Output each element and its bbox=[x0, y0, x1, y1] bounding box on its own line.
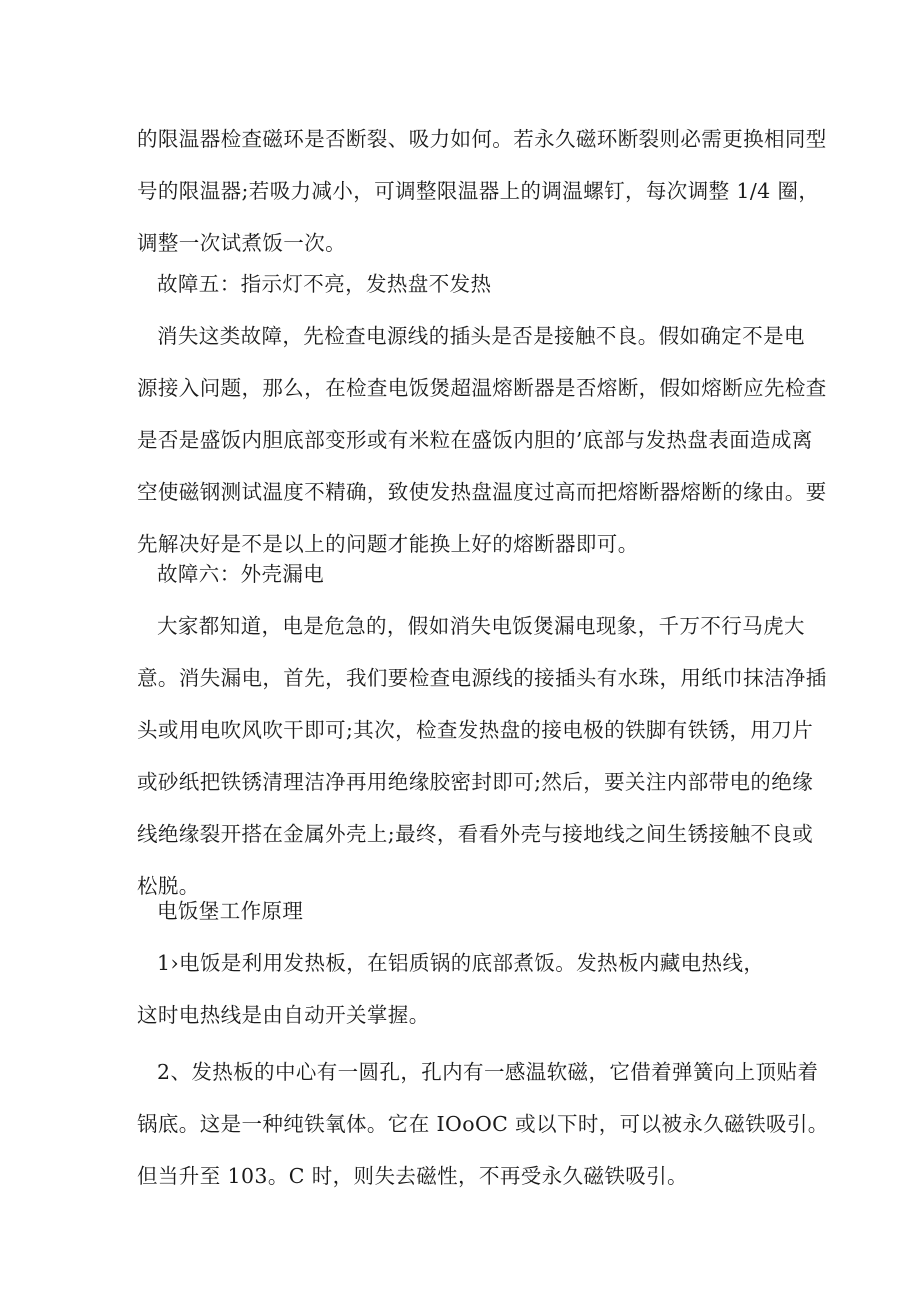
text-line: 大家都知道，电是危急的，假如消失电饭煲漏电现象，千万不行马虎大 bbox=[157, 614, 805, 638]
text-line: 意。消失漏电，首先，我们要检查电源线的接插头有水珠，用纸巾抹洁净插 bbox=[137, 666, 827, 690]
section-heading: 故障五：指示灯不亮，发热盘不发热 bbox=[157, 272, 492, 296]
paragraph-fault-5 bbox=[137, 310, 827, 570]
text-line: 的限温器检查磁环是否断裂、吸力如何。若永久磁环断裂则必需更换相同型 bbox=[137, 127, 827, 151]
text-line: 调整一次试煮饭一次。 bbox=[137, 231, 346, 255]
heading-fault-5 bbox=[137, 258, 797, 310]
text-line: 号的限温器;若吸力减小，可调整限温器上的调温螺钉，每次调整 1/4 圈， bbox=[137, 179, 820, 203]
heading-fault-6 bbox=[137, 548, 797, 600]
paragraph-fault-6 bbox=[137, 600, 827, 912]
text-line: 是否是盛饭内胆底部变形或有米粒在盛饭内胆的’底部与发热盘表面造成离 bbox=[137, 428, 813, 452]
text-line: 1›电饭是利用发热板，在铝质锅的底部煮饭。发热板内藏电热线， bbox=[157, 951, 765, 975]
paragraph-limiter-check bbox=[137, 113, 827, 269]
section-heading: 故障六：外壳漏电 bbox=[157, 562, 325, 586]
paragraph-principle-2 bbox=[137, 1046, 829, 1202]
text-line: 2、发热板的中心有一圆孔，孔内有一感温软磁，它借着弹簧向上顶贴着 bbox=[157, 1060, 819, 1084]
heading-working-principle bbox=[137, 885, 797, 937]
text-line: 源接入问题，那么，在检查电饭煲超温熔断器是否熔断，假如熔断应先检查 bbox=[137, 376, 827, 400]
section-heading: 电饭堡工作原理 bbox=[157, 899, 304, 923]
text-line: 消失这类故障，先检查电源线的插头是否是接触不良。假如确定不是电 bbox=[157, 324, 805, 348]
text-line: 这时电热线是由自动开关掌握。 bbox=[137, 1003, 430, 1027]
text-line: 头或用电吹风吹干即可;其次，检查发热盘的接电极的铁脚有铁锈，用刀片 bbox=[137, 718, 814, 742]
text-line: 锅底。这是一种纯铁氧体。它在 IOoOC 或以下时，可以被永久磁铁吸引。 bbox=[137, 1112, 829, 1136]
text-line: 松脱。 bbox=[137, 874, 200, 898]
text-line: 但当升至 103。C 时，则失去磁性，不再受永久磁铁吸引。 bbox=[137, 1164, 688, 1188]
text-line: 先解决好是不是以上的问题才能换上好的熔断器即可。 bbox=[137, 532, 639, 556]
text-line: 或砂纸把铁锈清理洁净再用绝缘胶密封即可;然后，要关注内部带电的绝缘 bbox=[137, 770, 814, 794]
text-line: 线绝缘裂开搭在金属外壳上;最终，看看外壳与接地线之间生锈接触不良或 bbox=[137, 822, 814, 846]
paragraph-principle-1 bbox=[137, 937, 797, 1041]
text-line: 空使磁钢测试温度不精确，致使发热盘温度过高而把熔断器熔断的缘由。要 bbox=[137, 480, 827, 504]
